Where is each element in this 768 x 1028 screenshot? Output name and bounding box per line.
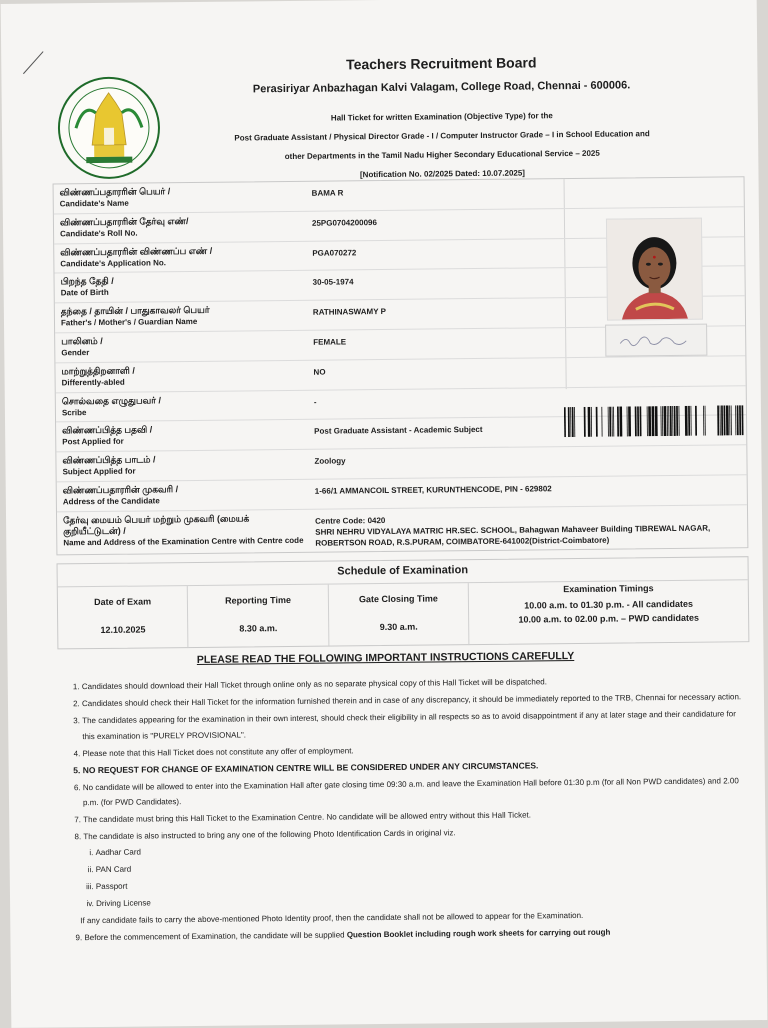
guardian-name-value: RATHINASWAMY P — [312, 307, 386, 317]
row-label: விண்ணப்பித்த பாடம் / Subject Applied for — [62, 454, 156, 477]
instructions-title: PLEASE READ THE FOLLOWING IMPORTANT INSTRUCTIONS CAREFULLY — [196, 650, 575, 666]
barcode-bar — [612, 407, 613, 437]
barcode-bar — [667, 406, 668, 436]
instruction-item — [80, 822, 752, 928]
barcode-bar — [662, 406, 663, 436]
row-label: விண்ணப்பதாரரின் தேர்வு எண்/ Candidate's Roll No. — [59, 215, 189, 239]
schedule-gate-column — [329, 583, 470, 646]
instructions-list — [70, 672, 753, 947]
schedule-header-reporting: Reporting Time — [225, 594, 292, 606]
schedule-reporting-value: 8.30 a.m. — [239, 623, 278, 634]
instruction-item: 4. Please note that this Hall Ticket does not constitute any offer of employment. — [82, 739, 750, 761]
centre-code: Centre Code: 0420 — [315, 515, 386, 526]
id-card-item: iii. Passport — [96, 872, 752, 894]
barcode-bar — [729, 405, 730, 435]
id-card-item: i. Aadhar Card — [95, 838, 751, 860]
instruction-item-text: Before the commencement of Examination, the candidate will be supplied — [84, 929, 347, 942]
barcode-bar — [703, 406, 704, 436]
exam-centre-value — [315, 511, 735, 548]
pen-mark-icon — [19, 47, 49, 77]
differently-abled-value: NO — [313, 367, 326, 377]
centre-address: SHRI NEHRU VIDYALAYA MATRIC HR.SEC. SCHOOL, Bahagwan Mahaveer Building TIBREWAL NAGAR, ROBERTSON ROAD, R.S.PURAM, COIMBATORE-641002(District-Coimbatore) — [315, 523, 711, 548]
barcode-bar — [640, 406, 642, 436]
barcode — [564, 405, 744, 437]
barcode-bar — [688, 406, 690, 436]
barcode-bar — [670, 406, 672, 436]
barcode-bar — [572, 407, 574, 437]
candidate-name-value: BAMA R — [311, 188, 344, 198]
row-label: விண்ணப்பதாரரின் பெயர் / Candidate's Name — [59, 186, 171, 209]
row-label: பிறந்த தேதி / Date of Birth — [60, 276, 114, 298]
candidate-signature — [605, 324, 707, 357]
barcode-bar — [695, 406, 697, 436]
timing-all-candidates: 10.00 a.m. to 01.30 p.m. - All candidates — [524, 598, 693, 611]
timing-pwd-candidates: 10.00 a.m. to 02.00 p.m. – PWD candidates — [518, 612, 700, 625]
id-card-item: ii. PAN Card — [96, 855, 752, 877]
schedule-table — [58, 579, 749, 649]
barcode-bar — [596, 407, 598, 437]
barcode-bar — [628, 406, 631, 436]
candidate-address-value: 1-66/1 AMMANCOIL STREET, KURUNTHENCODE, PIN - 629802 — [314, 484, 552, 496]
exam-description-line-2: Post Graduate Assistant / Physical Director Grade - I / Computer Instructor Grade – I in School Education and — [234, 129, 650, 143]
board-address: Perasiriyar Anbazhagan Kalvi Valagam, College Road, Chennai - 600006. — [252, 79, 631, 96]
row-label: விண்ணப்பதாரரின் முகவரி / Address of the Candidate — [62, 484, 179, 507]
schedule-timings-column — [469, 580, 748, 645]
barcode-bar — [648, 406, 651, 436]
barcode-bar — [705, 406, 706, 436]
board-title: Teachers Recruitment Board — [346, 54, 537, 73]
barcode-bar — [627, 406, 628, 436]
exam-description — [172, 105, 713, 187]
hall-ticket-sheet — [1, 0, 768, 1028]
instruction-item-text: The candidate is also instructed to bring any one of the following Photo Identification Cards in original viz. — [83, 828, 456, 842]
barcode-bar — [601, 407, 602, 437]
instruction-item: 6. No candidate will be allowed to enter into the Examination Hall after gate closing time 09:30 a.m. and leave the Examination Hall before 01:30 p.m (for all Non PWD candidates) and 2.00 p.m. (for PWD Candidates). — [83, 773, 751, 811]
subject-applied-value: Zoology — [314, 456, 346, 466]
barcode-bar — [691, 406, 692, 436]
barcode-bar — [568, 407, 570, 437]
barcode-bar — [570, 407, 571, 437]
barcode-bar — [661, 406, 662, 436]
row-label: தந்தை / தாயின் / பாதுகாவலர் பெயர் Father's / Mother's / Guardian Name — [60, 305, 210, 328]
exam-schedule-box — [57, 556, 750, 649]
barcode-bar — [679, 406, 680, 436]
row-label: விண்ணப்பதாரரின் விண்ணப்ப எண் / Candidate's Application No. — [60, 245, 213, 268]
row-label: சொல்வதை எழுதுபவர் / Scribe — [61, 394, 161, 417]
schedule-title: Schedule of Examination — [337, 564, 469, 578]
candidate-photo-image — [607, 219, 702, 320]
instruction-item: 2. Candidates should check their Hall Ticket for the information furnished therein and in case of any discrepancy, it should be immediately reported to the TRB, Chennai for necessary action. — [82, 689, 750, 711]
schedule-gate-value: 9.30 a.m. — [379, 621, 418, 633]
notification-number: [Notification No. 02/2025 Dated: 10.07.2025] — [359, 168, 525, 180]
barcode-bar — [584, 407, 586, 437]
barcode-bar — [613, 407, 614, 437]
gender-value: FEMALE — [313, 337, 347, 347]
barcode-bar — [574, 407, 575, 437]
tamil-nadu-emblem-logo — [53, 72, 164, 183]
barcode-bar — [674, 406, 676, 436]
barcode-bar — [591, 407, 592, 437]
row-label: தேர்வு மையம் பெயர் மற்றும் முகவரி (மையக் குறியீட்டுடன்) / Name and Address of the Examination Centre with Centre code — [63, 513, 304, 548]
barcode-bar — [647, 406, 648, 436]
scribe-value: - — [313, 397, 317, 407]
schedule-reporting-column — [188, 585, 329, 648]
schedule-date-value: 12.10.2025 — [100, 624, 146, 635]
instruction-item: 5. NO REQUEST FOR CHANGE OF EXAMINATION CENTRE WILL BE CONSIDERED UNDER ANY CIRCUMSTANCES. — [83, 756, 751, 778]
id-card-item: iv. Driving License — [96, 889, 752, 911]
schedule-header-timings: Examination Timings — [563, 583, 654, 595]
barcode-bar — [717, 405, 719, 435]
barcode-bar — [739, 405, 741, 435]
instruction-item: 3. The candidates appearing for the examination in their own interest, should check their eligibility in all respects so as to avoid disappointment if any at later stage and their candidature for this examination is "PURELY PROVISIONAL". — [82, 706, 750, 744]
roll-number-value: 25PG0704200096 — [311, 217, 377, 228]
barcode-bar — [564, 407, 566, 437]
id-proof-note: If any candidate fails to carry the above-mentioned Photo Identity proof, then the candidate shall not be allowed to appear for the Examination. — [80, 910, 584, 925]
barcode-bar — [668, 406, 669, 436]
signature-scribble — [606, 325, 706, 356]
barcode-bar — [655, 406, 658, 436]
barcode-bar — [726, 405, 729, 435]
barcode-bar — [731, 405, 732, 435]
post-applied-value: Post Graduate Assistant - Academic Subject — [314, 425, 483, 437]
row-label: மாற்றுத்திறனாளி / Differently-abled — [61, 365, 135, 388]
instruction-item-bold: Question Booklet including rough work sheets for carrying out rough — [346, 927, 611, 939]
exam-description-line-1: Hall Ticket for written Examination (Objective Type) for the — [330, 111, 553, 123]
barcode-bar — [737, 405, 739, 435]
instruction-item: 1. Candidates should download their Hall Ticket through online only as no separate physical copy of this Hall Ticket will be dispatched. — [82, 672, 750, 694]
row-label: விண்ணப்பித்த பதவி / Post Applied for — [62, 424, 153, 447]
application-number-value: PGA070272 — [312, 247, 357, 258]
barcode-bar — [588, 407, 591, 437]
schedule-date-column — [58, 586, 189, 649]
barcode-bar — [664, 406, 667, 436]
barcode-bar — [685, 406, 688, 436]
row-label: பாலினம் / Gender — [61, 335, 103, 358]
barcode-bar — [608, 407, 609, 437]
barcode-bar — [676, 406, 678, 436]
candidate-photo — [606, 218, 703, 321]
schedule-header-date: Date of Exam — [94, 596, 152, 608]
barcode-bar — [635, 406, 637, 436]
barcode-bar — [652, 406, 655, 436]
barcode-bar — [742, 405, 744, 435]
exam-description-line-3: other Departments in the Tamil Nadu Higher Secondary Educational Service – 2025 — [284, 148, 600, 162]
barcode-bar — [617, 407, 619, 437]
barcode-bar — [721, 405, 723, 435]
id-cards-list — [83, 838, 752, 911]
barcode-bar — [720, 405, 721, 435]
barcode-bar — [724, 405, 726, 435]
instruction-item: 7. The candidate must bring this Hall Ticket to the Examination Centre. No candidate will be allowed entry without this Hall Ticket. — [83, 805, 751, 827]
barcode-bar — [619, 407, 622, 437]
barcode-bar — [637, 406, 639, 436]
schedule-header-gate: Gate Closing Time — [358, 593, 438, 605]
barcode-bar — [609, 407, 611, 437]
barcode-bar — [672, 406, 673, 436]
date-of-birth-value: 30-05-1974 — [312, 277, 354, 288]
barcode-bar — [735, 405, 736, 435]
candidate-details-box — [53, 176, 749, 555]
